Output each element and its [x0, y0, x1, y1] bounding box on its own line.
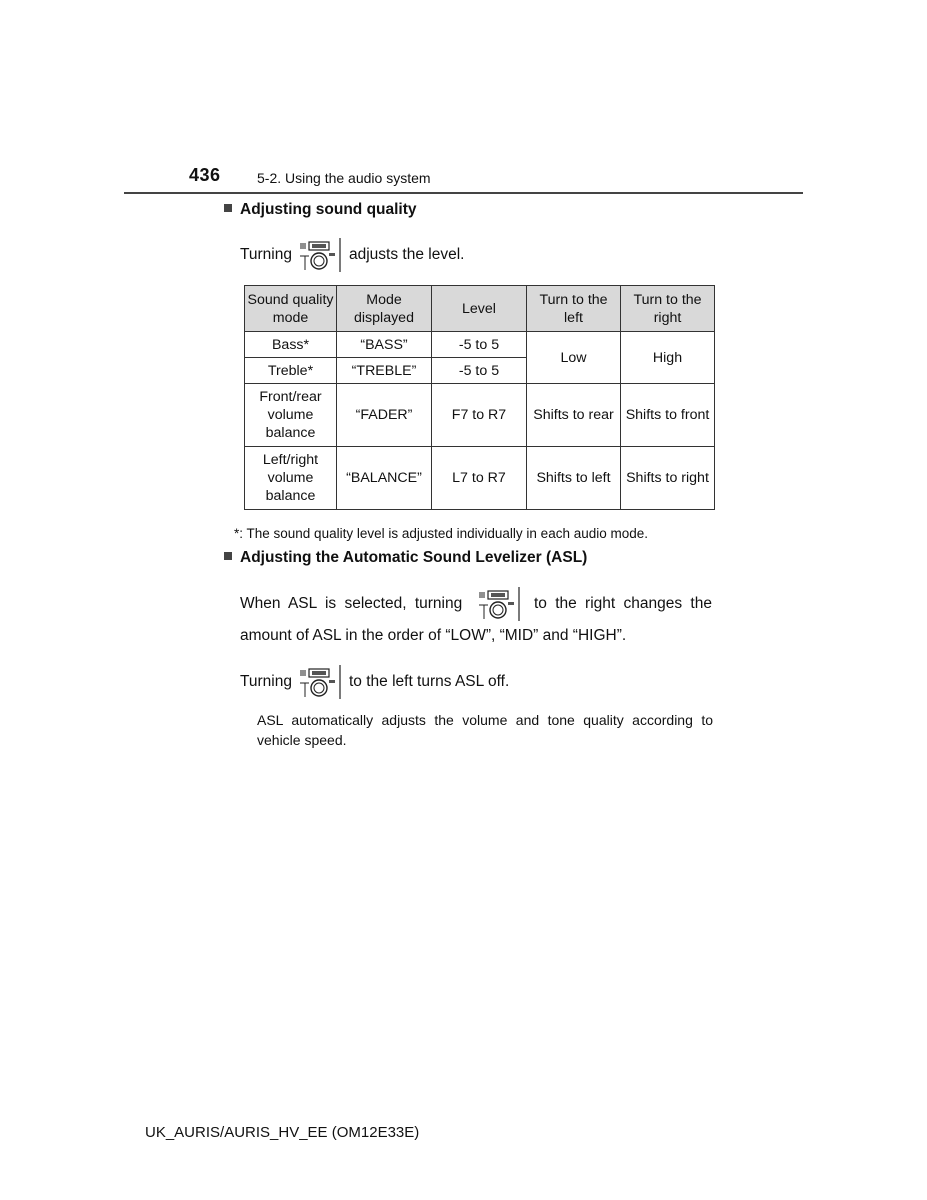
cell-display: “TREBLE”: [337, 358, 432, 384]
cell-display: “FADER”: [337, 384, 432, 447]
cell-level: F7 to R7: [432, 384, 527, 447]
square-bullet-icon: [224, 204, 232, 212]
cell-display: “BALANCE”: [337, 447, 432, 510]
cell-left: Shifts to rear: [527, 384, 621, 447]
square-bullet-icon: [224, 552, 232, 560]
table-row: [245, 447, 715, 510]
header-sound-quality-mode: Sound quality mode: [245, 286, 337, 332]
table-row: [245, 332, 715, 358]
sound-quality-intro: [240, 238, 464, 272]
asl-note: ASL automatically adjusts the volume and tone quality according to vehicle speed.: [257, 712, 713, 748]
asl-line3-before: Turning: [240, 673, 292, 690]
header-divider: [124, 192, 803, 194]
header-mode-displayed: Mode displayed: [337, 286, 432, 332]
intro-text-after: adjusts the level.: [348, 246, 465, 263]
audio-knob-icon: [297, 665, 341, 699]
header-turn-right: Turn to the right: [621, 286, 715, 332]
sound-quality-table: [244, 285, 715, 510]
cell-level: L7 to R7: [432, 447, 527, 510]
table-header-row: [245, 286, 715, 332]
header-turn-left: Turn to the left: [527, 286, 621, 332]
asl-line1-after: to the right changes the: [533, 595, 712, 612]
section-title: 5-2. Using the audio system: [257, 170, 431, 186]
document-code: UK_AURIS/AURIS_HV_EE (OM12E33E): [145, 1124, 420, 1141]
sound-quality-heading-text: Adjusting sound quality: [240, 201, 417, 218]
asl-heading-text: Adjusting the Automatic Sound Levelizer (ASL): [240, 549, 588, 566]
cell-level: -5 to 5: [432, 358, 527, 384]
cell-mode: Bass*: [245, 332, 337, 358]
asl-line-2: amount of ASL in the order of “LOW”, “MID” and “HIGH”.: [240, 627, 627, 644]
cell-bass-treble-left: Low: [527, 332, 621, 384]
header-level: Level: [432, 286, 527, 332]
asl-line1-before: When ASL is selected, turning: [240, 595, 463, 612]
intro-text-before: Turning: [240, 246, 292, 263]
cell-bass-treble-right: High: [621, 332, 715, 384]
asl-line-1: [240, 587, 712, 621]
table-row: [245, 384, 715, 447]
cell-mode: Left/right volume balance: [245, 447, 337, 510]
page-number: 436: [189, 165, 221, 185]
cell-left: Shifts to left: [527, 447, 621, 510]
table-footnote: *: The sound quality level is adjusted individually in each audio mode.: [234, 526, 649, 541]
audio-knob-icon: [297, 238, 341, 272]
cell-mode: Treble*: [245, 358, 337, 384]
cell-level: -5 to 5: [432, 332, 527, 358]
cell-mode: Front/rear volume balance: [245, 384, 337, 447]
asl-heading: [224, 549, 587, 567]
asl-line-3: [240, 665, 509, 699]
sound-quality-heading: [224, 201, 417, 219]
asl-line3-after: to the left turns ASL off.: [348, 673, 510, 690]
cell-right: Shifts to right: [621, 447, 715, 510]
audio-knob-icon: [476, 587, 520, 621]
cell-right: Shifts to front: [621, 384, 715, 447]
cell-display: “BASS”: [337, 332, 432, 358]
